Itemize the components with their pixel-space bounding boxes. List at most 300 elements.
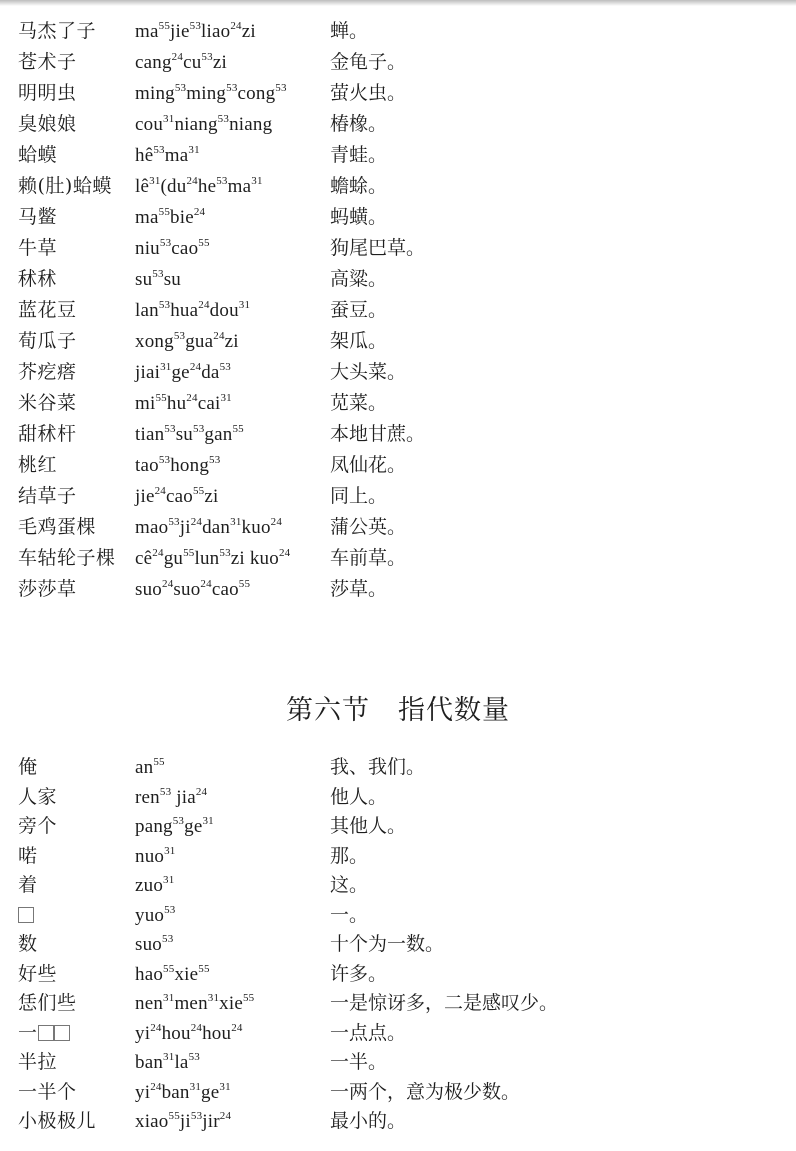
syllable: kuo (241, 517, 271, 538)
tone-number: 53 (159, 237, 172, 249)
entry-row (18, 109, 788, 140)
tone-number: 24 (152, 547, 164, 559)
entry-row (18, 295, 788, 326)
entry-term-text: 米谷菜 (18, 392, 77, 414)
entry-term-text: 马鳖 (18, 206, 58, 228)
entry-row (18, 988, 788, 1018)
syllable: mao (135, 517, 169, 538)
tone-number: 24 (231, 1021, 243, 1034)
syllable: hao (135, 963, 164, 985)
syllable: suo (135, 579, 162, 600)
entry-term-text: 喏 (18, 844, 38, 867)
syllable: ge (171, 362, 190, 383)
syllable: su (175, 424, 193, 445)
entry-pronunciation (135, 393, 330, 415)
syllable: pang (135, 816, 173, 837)
entry-term-text: 结草子 (18, 485, 77, 507)
entry-gloss: 一两个，意为极少数。 (330, 1080, 521, 1103)
tone-number: 53 (174, 82, 187, 94)
entry-term (18, 870, 135, 897)
tone-number: 24 (150, 1021, 162, 1034)
tone-number: 31 (163, 874, 175, 886)
tone-number: 24 (198, 299, 210, 311)
entry-gloss: 蟾蜍。 (330, 175, 388, 197)
entry-row (18, 140, 788, 171)
entry-row (18, 450, 788, 481)
tone-number: 31 (149, 175, 161, 187)
entry-pronunciation (135, 1111, 330, 1133)
tone-number: 55 (198, 962, 210, 975)
syllable: ge (184, 816, 203, 837)
syllable: dou (209, 300, 239, 321)
entry-term-text: 一 (18, 1021, 38, 1044)
syllable: suo (135, 934, 162, 955)
entry-pronunciation (135, 964, 330, 986)
tone-number: 53 (275, 82, 287, 94)
syllable: cao (211, 579, 239, 600)
entry-pronunciation (135, 517, 330, 539)
tone-number: 31 (160, 361, 172, 373)
entry-row (18, 326, 788, 357)
entry-term-text: 牛草 (18, 237, 58, 259)
entry-gloss: 大头菜。 (330, 361, 407, 383)
missing-character-box (54, 1025, 70, 1041)
syllable: liao (201, 21, 231, 42)
entry-row (18, 574, 788, 605)
syllable: cai (197, 393, 221, 414)
section-heading: 第六节 指代数量 (286, 695, 510, 726)
entry-pronunciation (135, 114, 330, 136)
entry-pronunciation (135, 300, 330, 322)
tone-number: 31 (220, 392, 232, 404)
entry-term (18, 47, 135, 74)
syllable: su (163, 269, 181, 290)
entry-pronunciation (135, 1052, 330, 1074)
syllable: hong (170, 455, 210, 476)
entry-pronunciation (135, 176, 330, 198)
syllable: hou (161, 1022, 191, 1044)
tone-number: 53 (226, 82, 238, 94)
entry-term-text: 苍术子 (18, 51, 77, 73)
tone-number: 53 (159, 785, 172, 798)
syllable: nen (135, 993, 164, 1014)
entry-row (18, 900, 788, 930)
entry-pronunciation (135, 934, 330, 956)
syllable: gan (204, 424, 233, 445)
syllable: zi (212, 52, 227, 73)
entry-gloss: 一点点。 (330, 1021, 407, 1044)
entry-gloss: 凤仙花。 (330, 454, 407, 476)
entry-term (18, 202, 135, 229)
entry-row (18, 1106, 788, 1136)
entry-term (18, 1106, 135, 1133)
entry-row (18, 1018, 788, 1048)
tone-number: 53 (162, 933, 174, 945)
tone-number: 55 (238, 578, 251, 590)
syllable: xiao (135, 1111, 169, 1132)
syllable: ren (135, 786, 160, 808)
entry-pronunciation (135, 331, 330, 353)
entry-pronunciation (135, 424, 330, 446)
entry-term (18, 574, 135, 601)
entry-term (18, 109, 135, 136)
entry-row (18, 782, 788, 812)
syllable: gu (163, 548, 184, 569)
tone-number: 53 (201, 51, 213, 63)
entry-term-text: 毛鸡蛋棵 (18, 516, 97, 538)
entry-term (18, 752, 135, 779)
entry-gloss: 金龟子。 (330, 51, 407, 73)
tone-number: 24 (190, 516, 203, 528)
tone-number: 55 (183, 547, 195, 559)
syllable: ma (164, 145, 189, 166)
entry-pronunciation (135, 145, 330, 167)
tone-number: 24 (230, 20, 242, 32)
syllable: men (174, 993, 208, 1014)
syllable: su (135, 269, 153, 290)
entry-term-text: 车轱轮子棵 (18, 547, 116, 569)
tone-number: 24 (171, 51, 184, 63)
entry-pronunciation (135, 548, 330, 570)
entry-row (18, 481, 788, 512)
syllable: ming (135, 83, 175, 104)
tone-number: 24 (186, 392, 198, 404)
entry-pronunciation (135, 362, 330, 384)
entry-pronunciation (135, 757, 330, 779)
entry-row (18, 47, 788, 78)
syllable: suo (173, 579, 201, 600)
entry-term-text: 臭娘娘 (18, 113, 77, 135)
entry-term (18, 929, 135, 956)
entry-row (18, 929, 788, 959)
entry-term-text: 蓝花豆 (18, 299, 77, 321)
entry-term-text: 数 (18, 933, 38, 955)
entry-gloss: 我、我们。 (330, 756, 426, 778)
entry-term (18, 988, 135, 1015)
tone-number: 55 (232, 423, 244, 435)
syllable: mi (135, 393, 156, 414)
tone-number: 53 (152, 268, 164, 280)
entry-row (18, 543, 788, 574)
entry-term (18, 16, 135, 43)
entry-term-text: 恁们些 (18, 992, 77, 1014)
entry-gloss: 蝉。 (330, 20, 369, 42)
entry-term-text: 桃红 (18, 454, 58, 476)
tone-number: 24 (186, 175, 198, 187)
entry-gloss: 本地甘蔗。 (330, 423, 426, 445)
entry-row (18, 870, 788, 900)
syllable: yuo (135, 904, 165, 926)
syllable: niu (135, 238, 160, 259)
tone-number: 55 (242, 992, 255, 1004)
tone-number: 55 (155, 392, 167, 404)
syllable: cao (171, 238, 199, 259)
entry-row (18, 78, 788, 109)
entry-term-text: 人家 (18, 785, 58, 808)
tone-number: 31 (251, 175, 263, 187)
tone-number: 55 (163, 962, 175, 975)
syllable: hua (170, 300, 199, 321)
entry-term (18, 1077, 135, 1104)
entry-pronunciation (135, 993, 330, 1015)
tone-number: 53 (217, 113, 230, 125)
entry-gloss: 蚂蟥。 (330, 206, 388, 228)
entry-row (18, 1077, 788, 1107)
syllable: jie (170, 21, 190, 42)
syllable: cê (135, 548, 153, 569)
entry-term-text: 明明虫 (18, 82, 77, 104)
tone-number: 24 (162, 578, 174, 590)
entry-pronunciation (135, 1023, 330, 1045)
entry-term-text: 着 (18, 874, 38, 896)
tone-number: 31 (202, 815, 214, 827)
tone-number: 24 (219, 1110, 232, 1122)
tone-number: 53 (188, 1051, 200, 1063)
syllable: cu (183, 52, 202, 73)
tone-number: 53 (193, 423, 205, 435)
syllable: yi (135, 1081, 151, 1103)
syllable: zi kuo (230, 548, 279, 569)
syllable: zuo (135, 875, 164, 896)
entry-term (18, 1047, 135, 1074)
tone-number: 24 (154, 485, 166, 497)
entry-row (18, 959, 788, 989)
syllable: jia (171, 786, 196, 808)
entry-term-text: 旁个 (18, 815, 58, 837)
entry-gloss: 蚕豆。 (330, 299, 388, 321)
entry-pronunciation (135, 787, 330, 809)
missing-character-box (18, 907, 34, 923)
syllable: tao (135, 455, 159, 476)
syllable: niang (174, 114, 218, 135)
syllable: ming (186, 83, 227, 104)
syllable: zi (224, 331, 239, 352)
entry-pronunciation (135, 238, 330, 260)
tone-number: 24 (195, 785, 208, 798)
entry-pronunciation (135, 905, 330, 927)
entry-gloss: 一半。 (330, 1051, 388, 1073)
tone-number: 55 (153, 756, 165, 768)
syllable: zi (204, 486, 219, 507)
entry-row (18, 202, 788, 233)
entry-pronunciation (135, 83, 330, 105)
entry-term (18, 388, 135, 415)
entry-gloss: 同上。 (330, 485, 388, 507)
tone-number: 53 (190, 1110, 203, 1122)
syllable: ma (135, 21, 159, 42)
tone-number: 53 (216, 175, 228, 187)
entry-term (18, 841, 135, 868)
entry-gloss: 莎草。 (330, 578, 388, 600)
entry-term-text: 芥疙瘩 (18, 361, 77, 383)
syllable: ban (161, 1081, 190, 1103)
entry-term-text: 马杰了子 (18, 20, 97, 42)
entry-term-text: 蛤蟆 (18, 144, 58, 166)
entry-gloss: 蒲公英。 (330, 516, 407, 538)
entry-gloss: 最小的。 (330, 1110, 407, 1132)
syllable: jiai (135, 362, 161, 383)
entry-gloss: 一是惊讶多，二是感叹少。 (330, 992, 559, 1014)
syllable: ge (201, 1081, 220, 1103)
tone-number: 55 (192, 485, 205, 497)
tone-number: 31 (188, 144, 200, 156)
tone-number: 53 (153, 144, 165, 156)
tone-number: 55 (158, 20, 171, 32)
syllable: gua (185, 331, 214, 352)
entry-term-text: 小极极儿 (18, 1110, 97, 1132)
entry-term-text: 秫秫 (18, 268, 58, 290)
entry-term (18, 959, 135, 986)
syllable: he (197, 176, 217, 197)
syllable: hê (135, 145, 154, 166)
tone-number: 53 (219, 361, 231, 373)
syllable: hou (202, 1022, 232, 1044)
syllable: ji (179, 1111, 191, 1132)
tone-number: 24 (193, 206, 206, 218)
syllable: ma (227, 176, 252, 197)
vocabulary-list-pronouns-quantities (18, 752, 788, 1136)
tone-number: 31 (164, 844, 176, 857)
entry-gloss: 其他人。 (330, 815, 407, 837)
tone-number: 55 (168, 1110, 180, 1122)
syllable: an (135, 757, 154, 778)
tone-number: 53 (158, 454, 171, 466)
entry-term-text: 好些 (18, 962, 58, 985)
tone-number: 55 (158, 206, 171, 218)
entry-term-text: 一半个 (18, 1080, 77, 1103)
entry-row (18, 419, 788, 450)
entry-gloss: 狗尾巴草。 (330, 237, 426, 259)
entry-row (18, 512, 788, 543)
tone-number: 53 (209, 454, 221, 466)
tone-number: 53 (168, 516, 180, 528)
entry-gloss: 他人。 (330, 785, 388, 808)
syllable: ji (179, 517, 191, 538)
syllable: la (174, 1052, 189, 1073)
entry-term-text: 甜秫杆 (18, 423, 77, 445)
entry-term (18, 1018, 135, 1045)
syllable: tian (135, 424, 165, 445)
entry-row (18, 171, 788, 202)
entry-pronunciation (135, 269, 330, 291)
entry-term (18, 295, 135, 322)
syllable: dan (202, 517, 231, 538)
entry-term (18, 357, 135, 384)
syllable: cang (135, 52, 172, 73)
tone-number: 31 (238, 299, 251, 311)
entry-pronunciation (135, 52, 330, 74)
syllable: yi (135, 1022, 151, 1044)
entry-pronunciation (135, 207, 330, 229)
entry-term (18, 233, 135, 260)
entry-gloss: 椿橡。 (330, 113, 388, 135)
syllable: bie (170, 207, 194, 228)
entry-gloss: 青蛙。 (330, 144, 388, 166)
entry-term-text: 莎莎草 (18, 578, 77, 600)
entry-term (18, 512, 135, 539)
entry-gloss: 车前草。 (330, 547, 407, 569)
entry-row (18, 388, 788, 419)
entry-term (18, 140, 135, 167)
tone-number: 53 (164, 903, 176, 916)
entry-term-text: 半拉 (18, 1051, 58, 1073)
entry-row (18, 1047, 788, 1077)
entry-term (18, 543, 135, 570)
entry-gloss: 高粱。 (330, 268, 388, 290)
syllable: lun (194, 548, 220, 569)
syllable: lan (135, 300, 159, 321)
tone-number: 24 (270, 516, 283, 528)
entry-row (18, 811, 788, 841)
entry-pronunciation (135, 579, 330, 601)
syllable: nuo (135, 845, 165, 867)
entry-pronunciation (135, 846, 330, 868)
tone-number: 53 (158, 299, 171, 311)
entry-pronunciation (135, 455, 330, 477)
entry-term (18, 450, 135, 477)
tone-number: 24 (213, 330, 225, 342)
syllable: xie (219, 993, 243, 1014)
entry-term-text: 俺 (18, 756, 38, 778)
syllable: lê (135, 176, 150, 197)
tone-number: 53 (189, 20, 202, 32)
tone-number: 53 (219, 547, 231, 559)
top-edge-rule (0, 0, 796, 6)
entry-gloss: 十个为一数。 (330, 933, 445, 955)
tone-number: 31 (163, 113, 175, 125)
entry-term (18, 78, 135, 105)
syllable: hu (166, 393, 187, 414)
syllable: zi (241, 21, 256, 42)
tone-number: 24 (150, 1080, 162, 1093)
syllable: jie (135, 486, 155, 507)
syllable: jir (202, 1111, 220, 1132)
entry-term (18, 326, 135, 353)
entry-pronunciation (135, 1082, 330, 1104)
tone-number: 53 (173, 330, 186, 342)
tone-number: 24 (200, 578, 212, 590)
entry-gloss: 苋菜。 (330, 392, 388, 414)
tone-number: 31 (207, 992, 220, 1004)
syllable: ma (135, 207, 159, 228)
tone-number: 53 (172, 815, 185, 827)
syllable: ban (135, 1052, 164, 1073)
entry-term (18, 481, 135, 508)
tone-number: 31 (163, 1051, 175, 1063)
entry-pronunciation (135, 486, 330, 508)
entry-term-text: 荀瓜子 (18, 330, 77, 352)
syllable: xie (174, 963, 199, 985)
syllable: cou (135, 114, 164, 135)
entry-term (18, 782, 135, 809)
tone-number: 55 (198, 237, 210, 249)
entry-gloss: 一。 (330, 903, 369, 926)
tone-number: 31 (230, 516, 242, 528)
entry-pronunciation (135, 816, 330, 838)
syllable: niang (229, 114, 273, 135)
entry-gloss: 这。 (330, 874, 369, 896)
entry-term (18, 904, 135, 926)
entry-pronunciation (135, 21, 330, 43)
entry-gloss: 那。 (330, 844, 369, 867)
tone-number: 31 (163, 992, 175, 1004)
vocabulary-list-animals-plants (18, 16, 788, 605)
tone-number: 24 (278, 547, 291, 559)
entry-term (18, 811, 135, 838)
entry-pronunciation (135, 875, 330, 897)
syllable: da (201, 362, 220, 383)
tone-number: 53 (164, 423, 176, 435)
